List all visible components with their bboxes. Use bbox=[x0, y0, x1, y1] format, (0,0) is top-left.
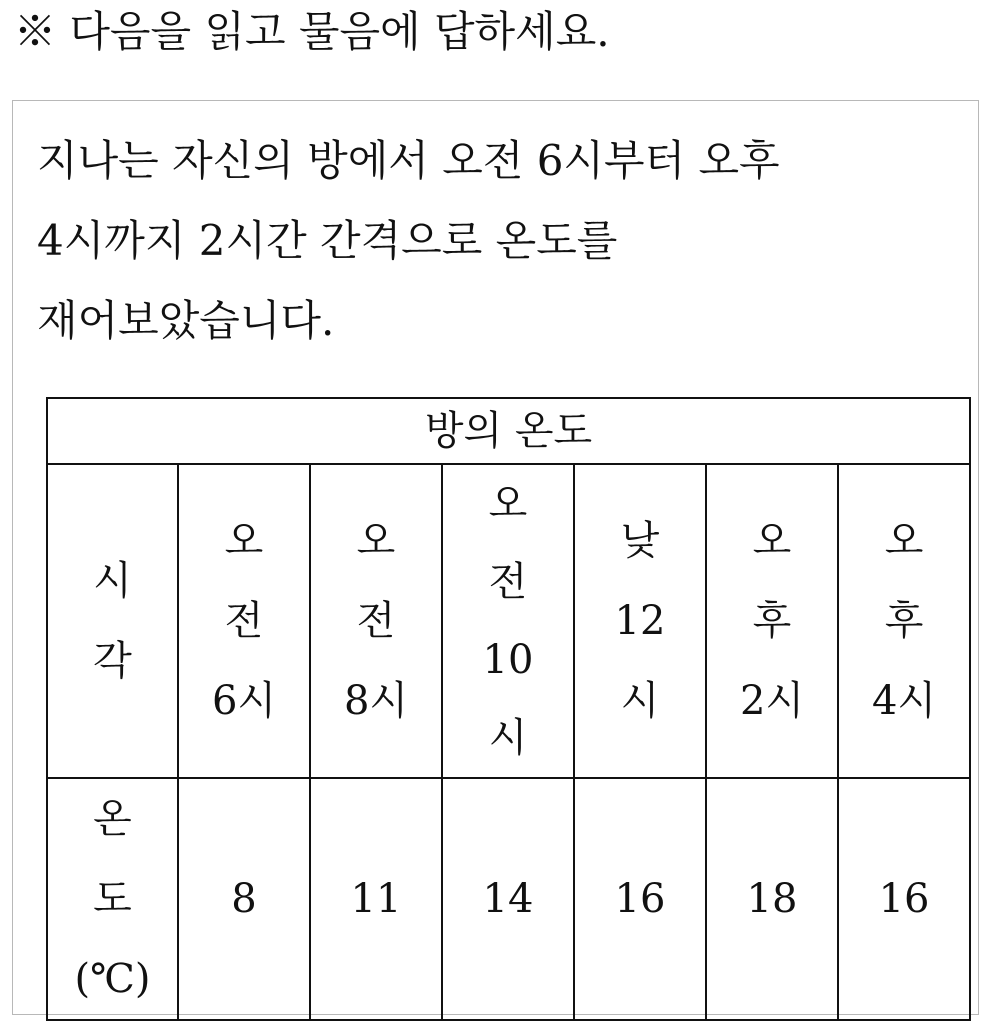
row-header-temp-char: 도 bbox=[93, 876, 132, 922]
passage-text bbox=[37, 121, 780, 361]
time-cell-part: 2시 bbox=[739, 678, 805, 724]
time-cell-part: 오 bbox=[224, 518, 264, 564]
passage-line: 재어보았습니다. bbox=[37, 296, 335, 345]
time-cell-part: 10 bbox=[482, 637, 534, 683]
time-cell-part: 시 bbox=[488, 715, 528, 761]
time-cell bbox=[178, 464, 310, 778]
time-cell-part: 8시 bbox=[343, 678, 409, 724]
time-cell-part: 전 bbox=[224, 598, 264, 644]
passage-line: 4시까지 2시간 간격으로 온도를 bbox=[37, 216, 618, 265]
temperature-row bbox=[47, 778, 970, 1020]
row-header-time bbox=[47, 464, 178, 778]
time-cell-part: 낮 bbox=[620, 518, 660, 564]
time-cell-part: 시 bbox=[620, 678, 660, 724]
time-cell-part: 6시 bbox=[211, 678, 277, 724]
time-cell-part: 전 bbox=[356, 598, 396, 644]
temperature-unit: (℃) bbox=[74, 956, 151, 1002]
passage-line: 지나는 자신의 방에서 오전 6시부터 오후 bbox=[37, 136, 780, 185]
table-title: 방의 온도 bbox=[47, 398, 970, 464]
temperature-cell: 14 bbox=[442, 778, 574, 1020]
time-cell-part: 오 bbox=[752, 518, 792, 564]
temperature-cell: 18 bbox=[706, 778, 838, 1020]
row-header-time-char: 시 bbox=[93, 558, 132, 604]
row-header-temperature bbox=[47, 778, 178, 1020]
row-header-time-char: 각 bbox=[93, 638, 132, 684]
time-cell-part: 4시 bbox=[871, 678, 937, 724]
temperature-cell: 11 bbox=[310, 778, 442, 1020]
time-cell-part: 오 bbox=[356, 518, 396, 564]
time-cell-part: 12 bbox=[614, 598, 666, 644]
time-cell-part: 전 bbox=[488, 559, 528, 605]
time-cell bbox=[310, 464, 442, 778]
time-cell bbox=[838, 464, 970, 778]
time-cell-part: 오 bbox=[884, 518, 924, 564]
time-cell bbox=[442, 464, 574, 778]
time-cell-part: 후 bbox=[884, 598, 924, 644]
temperature-cell: 16 bbox=[838, 778, 970, 1020]
time-cell-part: 후 bbox=[752, 598, 792, 644]
temperature-cell: 16 bbox=[574, 778, 706, 1020]
row-header-temp-char: 온 bbox=[93, 796, 132, 842]
time-row bbox=[47, 464, 970, 778]
time-cell-part: 오 bbox=[488, 481, 528, 527]
temperature-cell: 8 bbox=[178, 778, 310, 1020]
time-cell bbox=[574, 464, 706, 778]
passage-box bbox=[12, 100, 979, 1015]
instruction-text: ※ 다음을 읽고 물음에 답하세요. bbox=[14, 7, 610, 56]
time-cell bbox=[706, 464, 838, 778]
temperature-table bbox=[46, 397, 971, 1021]
